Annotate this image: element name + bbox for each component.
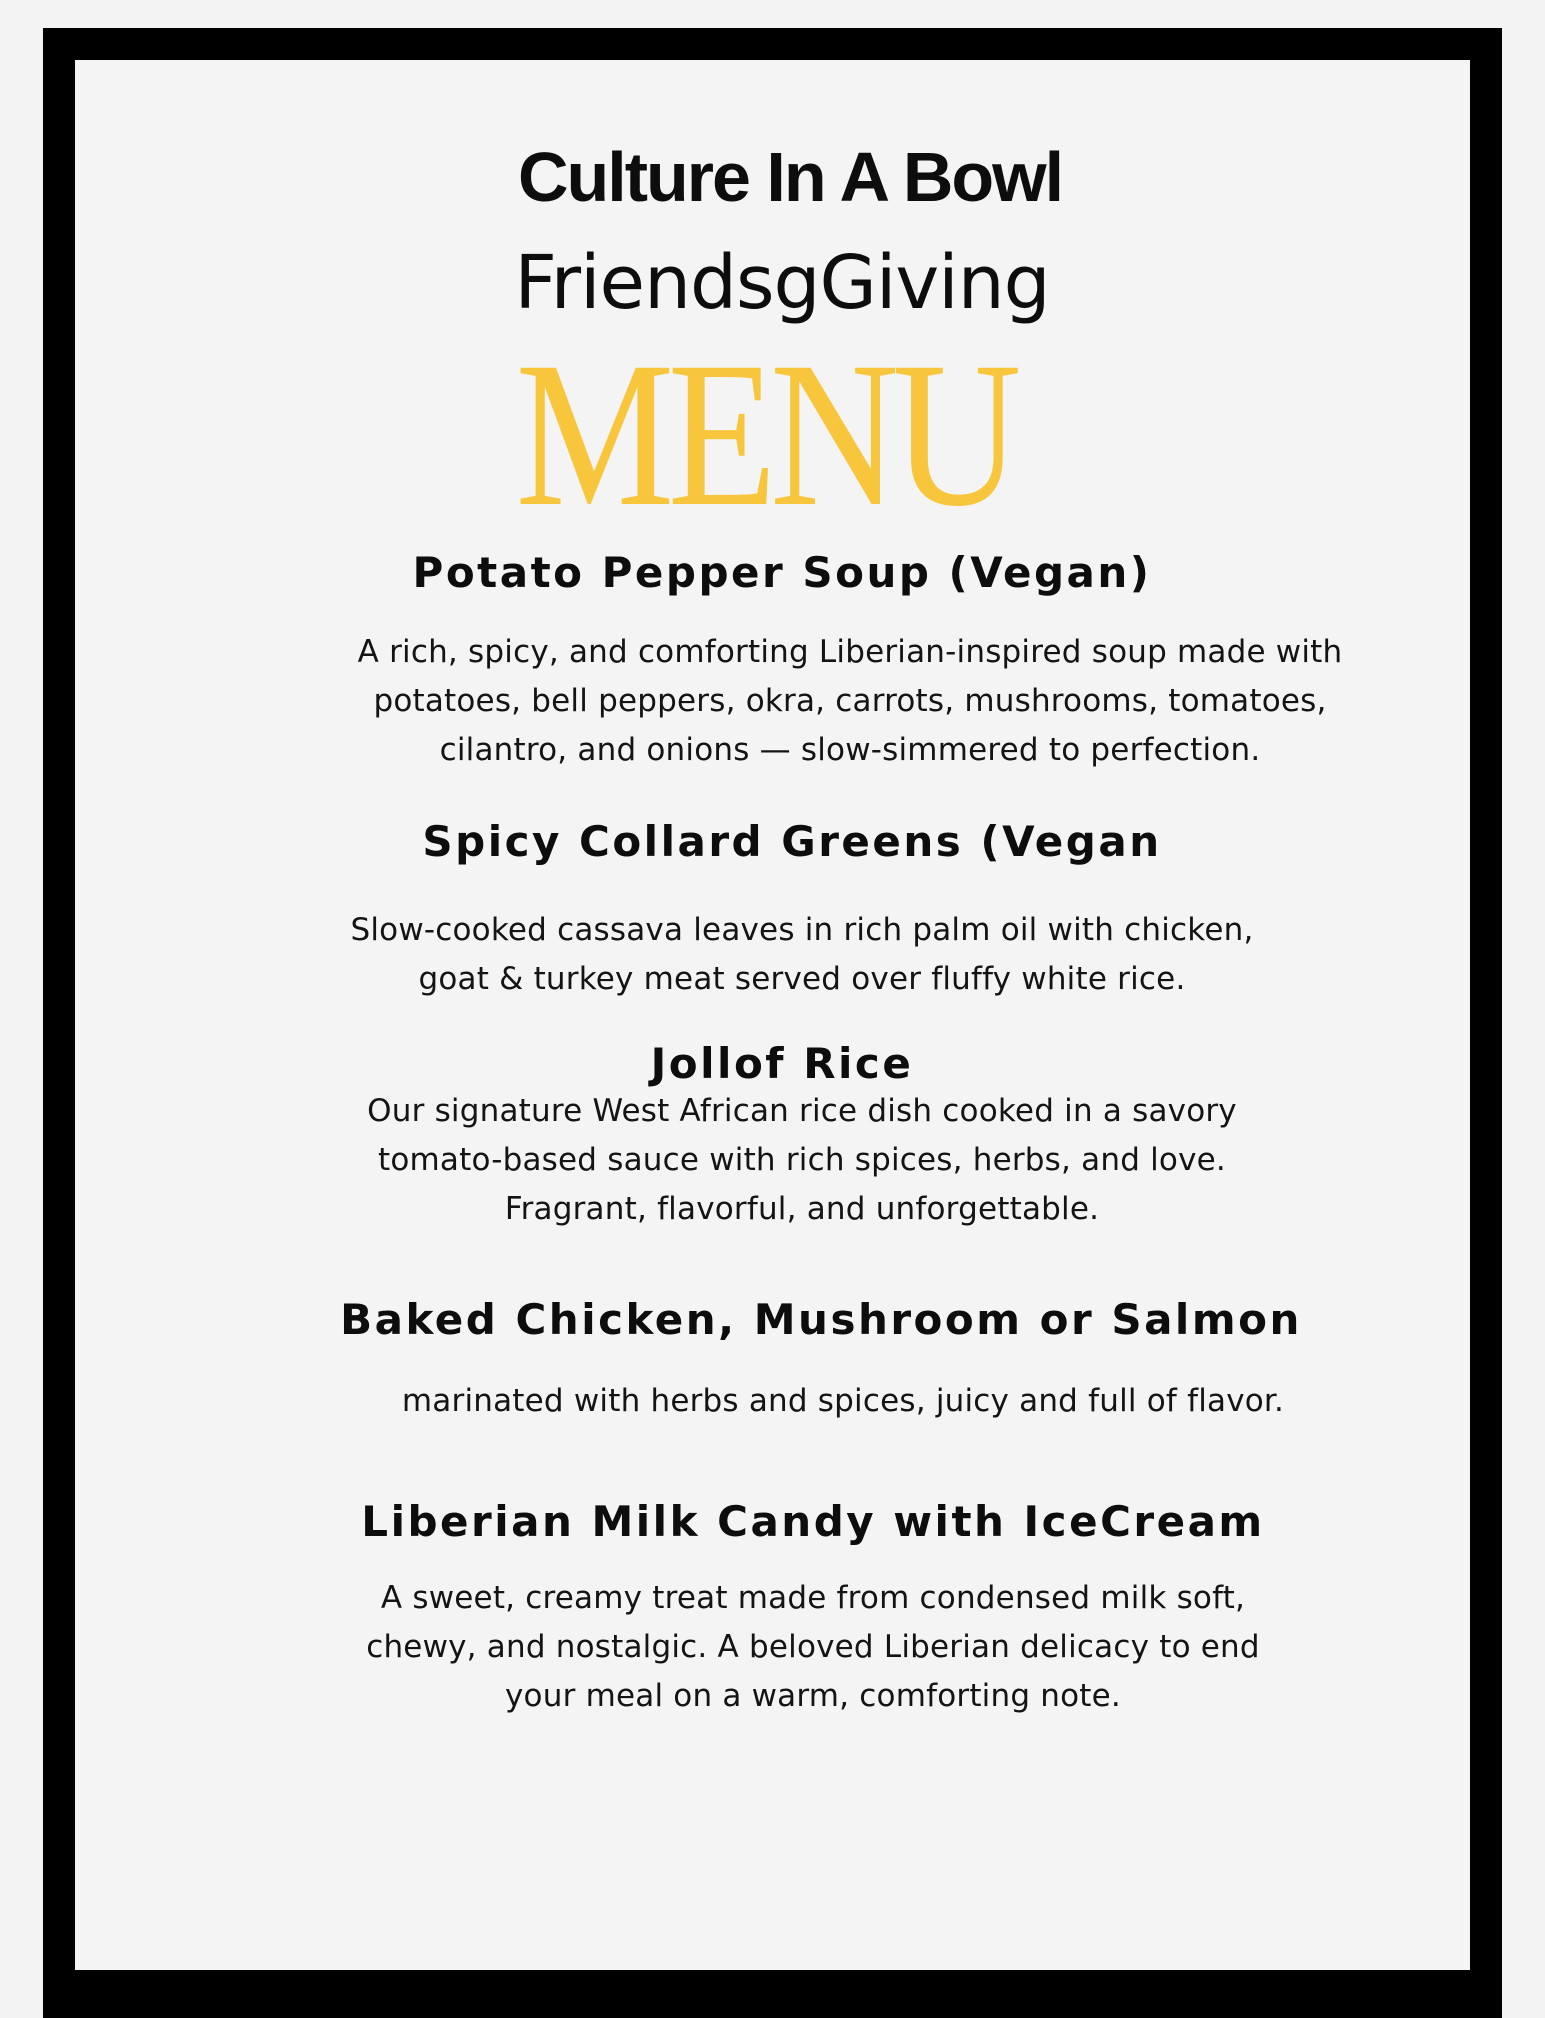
description-line: tomato-based sauce with rich spices, herbs, and love.	[378, 1142, 1226, 1178]
dish-description-spicy-collard-greens	[350, 906, 1253, 1004]
description-line: A sweet, creamy treat made from condensed milk soft,	[380, 1580, 1246, 1616]
dish-name-liberian-milk-candy: Liberian Milk Candy with IceCream	[361, 1497, 1265, 1546]
description-line: Slow-cooked cassava leaves in rich palm oil with chicken,	[350, 912, 1254, 948]
restaurant-name: Culture In A Bowl	[517, 138, 1063, 216]
description-line: potatoes, bell peppers, okra, carrots, mushrooms, tomatoes,	[373, 683, 1327, 719]
description-line: Our signature West African rice dish cooked in a savory	[367, 1093, 1237, 1129]
description-line: A rich, spicy, and comforting Liberian-inspired soup made with	[357, 634, 1343, 670]
description-line: cilantro, and onions — slow-simmered to perfection.	[439, 732, 1261, 768]
description-line: chewy, and nostalgic. A beloved Liberian delicacy to end	[366, 1629, 1260, 1665]
description-line: marinated with herbs and spices, juicy and full of flavor.	[401, 1383, 1285, 1419]
dish-name-spicy-collard-greens: Spicy Collard Greens (Vegan	[422, 817, 1162, 866]
menu-heading: MENU	[515, 319, 1015, 549]
description-line: goat & turkey meat served over fluffy white rice.	[418, 961, 1186, 997]
description-line: your meal on a warm, comforting note.	[505, 1678, 1121, 1714]
dish-name-jollof-rice: Jollof Rice	[650, 1039, 914, 1088]
dish-description-baked-chicken-mushroom-salmon	[402, 1377, 1284, 1426]
dish-description-potato-pepper-soup	[358, 628, 1343, 775]
description-line: Fragrant, flavorful, and unforgettable.	[504, 1191, 1100, 1227]
dish-name-baked-chicken-mushroom-salmon: Baked Chicken, Mushroom or Salmon	[340, 1295, 1302, 1344]
event-title: FriendsgGiving	[514, 240, 1050, 326]
dish-name-potato-pepper-soup: Potato Pepper Soup (Vegan)	[412, 548, 1152, 597]
dish-description-liberian-milk-candy	[366, 1574, 1260, 1721]
dish-description-jollof-rice	[367, 1087, 1237, 1234]
